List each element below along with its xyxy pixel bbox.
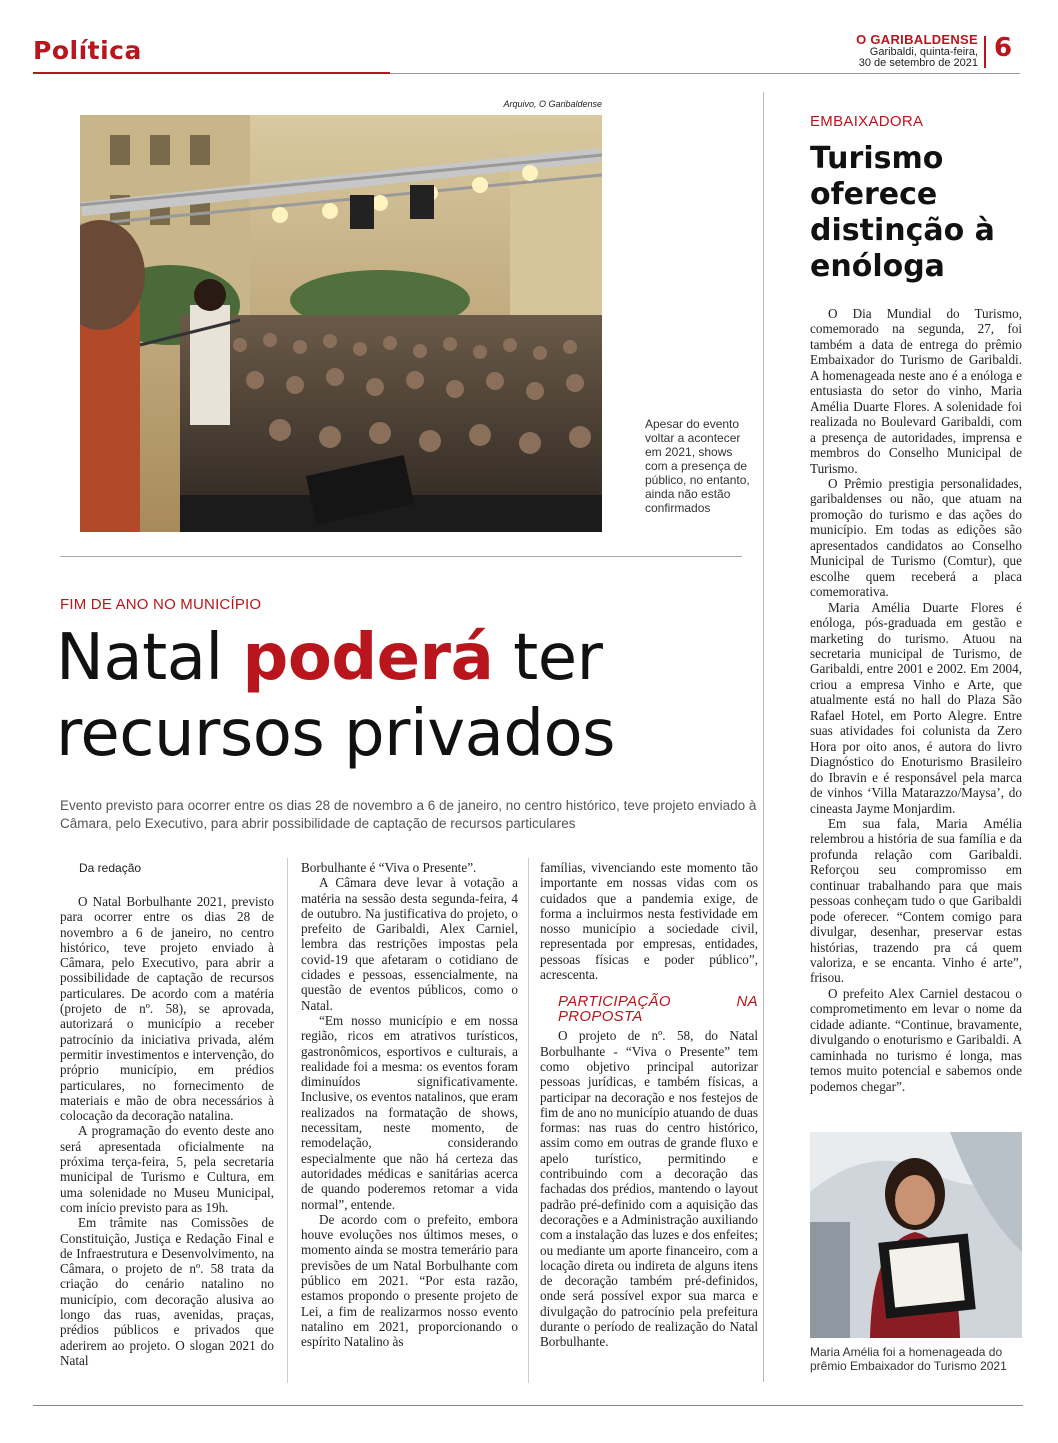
section-rule	[33, 72, 390, 74]
sidebar-divider	[763, 92, 764, 1382]
paragraph: “Em nosso município e em nossa região, ricos em atrativos turísticos, gastronômicos, esportivos e culturais, a realidade foi a mesma: os eventos foram diminuídos significativamente. Inclusive, os eventos natalinos, que eram realizados na formatação de shows, necessitam, neste momento, de remodelação, considerando especialmente que não há certeza das autoridades médicas e sanitárias acerca de quando poderemos retomar a vida normal”, entende.	[301, 1012, 518, 1212]
concert-photo	[80, 115, 602, 532]
date-line-2: 30 de setembro de 2021	[858, 57, 978, 69]
paragraph: Em trâmite nas Comissões de Constituição, Justiça e Redação Final e de Infraestrutura e Desenvolvimento, na Câmara, o projeto de nº. 58 trata da criação do cenário natalino no município, com decoração alusiva ao longo das ruas, avenidas, praças, prédios públicos e privados que aderirem ao projeto. O slogan 2021 do Natal	[60, 1215, 274, 1368]
headline-part-1: Natal	[56, 621, 243, 695]
column-divider-2	[528, 858, 529, 1383]
section-title: Política	[33, 36, 142, 65]
award-photo	[810, 1132, 1022, 1338]
article-column-2	[301, 860, 518, 1350]
article-kicker: FIM DE ANO NO MUNICÍPIO	[60, 596, 262, 613]
photo-credit: Arquivo, O Garibaldense	[503, 99, 602, 109]
header-rule	[390, 73, 1020, 74]
article-column-3	[540, 860, 758, 1350]
page-number-separator	[984, 36, 986, 68]
paragraph: Em sua fala, Maria Amélia relembrou a história de sua família e da profunda relação com Garibaldi. Reforçou seu compromisso em continuar trabalhando para que mais pessoas conheçam tudo o que Garibaldi pode oferecer. “Contem comigo para divulgar, desenhar, preservar estas histórias, trazendo pra cá quem valoriza, e se encanta. Vinho é arte”, frisou.	[810, 815, 1022, 986]
paper-name: O GARIBALDENSE	[856, 32, 978, 47]
paragraph: A programação do evento deste ano será apresentada oficialmente na próxima terça-feira, 5, pela secretaria municipal de Turismo e Cultura, em uma solenidade no Museu Municipal, com início previsto para as 19h.	[60, 1123, 274, 1215]
paragraph: O projeto de nº. 58, do Natal Borbulhante - “Viva o Presente” tem como objetivo principal autorizar pessoas jurídicas, e também físicas, a participar na decoração e nos festejos de fim de ano no município atuando de duas formas: nas ruas do centro histórico, assim como em outras de grande fluxo e apelo turístico, permitindo e contribuindo com a decoração das fachadas dos prédios, mantendo o layout padrão pré-definido com a aquisição das decorações e a Administração auxiliando com a instalação das luzes e dos enfeites; ou mediante um aporte financeiro, com a locação direta ou indireta de alguns itens de decoração também pré-definidos, onde será possível expor sua marca e divulgação do patrocínio pela prefeitura durante o período de realização do Natal Borbulhante.	[540, 1028, 758, 1350]
paragraph: O Prêmio prestigia personalidades, garibaldenses ou não, que atuam na promoção do turismo e das ações do município. Em todas as edições são apresentados candidatos ao Conselho Municipal de Turismo (Comtur), que escolhe quem receberá a placa comemorativa.	[810, 475, 1022, 600]
article-subhead: Evento previsto para ocorrer entre os dias 28 de novembro a 6 de janeiro, no centro histórico, teve projeto enviado à Câmara, pelo Executivo, para abrir possibilidade de captação de recursos particulares	[60, 798, 757, 831]
headline-accent: poderá	[242, 621, 494, 695]
paragraph: O Natal Borbulhante 2021, previsto para ocorrer entre os dias 28 de novembro a 6 de janeiro, no centro histórico, teve projeto enviado à Câmara, pelo Executivo, para abrir a possibilidade de captação de recursos particulares. De acordo com a matéria (projeto de nº. 58), se aprovada, autorizará o município a receber patrocínio da iniciativa privada, além permitir investimentos e intervenção, do próprio município, em prédios particulares, no fornecimento de materiais e mão de obra necessários à colocação da decoração natalina.	[60, 894, 274, 1124]
paragraph: O prefeito Alex Carniel destacou o comprometimento em levar o nome da cidade adiante. “Continue, bravamente, divulgando o enoturismo e Garibaldi. A caminhada no turismo é longa, mas temos muito potencial e sabemos onde podemos chegar”.	[810, 985, 1022, 1094]
paragraph: A Câmara deve levar à votação a matéria na sessão desta segunda-feira, 4 de outubro. Na justificativa do projeto, o prefeito de Garibaldi, Alex Carniel, lembra das restrições impostas pela covid-19 que afetaram o cotidiano de cidades e pessoas, essencialmente, na questão de eventos públicos, como o Natal.	[301, 875, 518, 1013]
sidebar-title: Turismo oferece distinção à enóloga	[810, 141, 995, 284]
date-line-1: Garibaldi, quinta-feira,	[869, 46, 978, 58]
photo-rule	[60, 556, 742, 557]
paragraph: O Dia Mundial do Turismo, comemorado na segunda, 27, foi também a data de entrega do prêmio Embaixador do Turismo de Garibaldi. A homenageada neste ano é a enóloga e entusiasta do setor do vinho, Maria Amélia Duarte Flores. A solenidade foi realizada no Boulevard Garibaldi, com a presença de autoridades, imprensa e membros do Conselho Municipal de Turismo.	[810, 306, 1022, 476]
paragraph: Maria Amélia Duarte Flores é enóloga, pós-graduada em gestão e marketing do turismo. Atuou na secretaria municipal de Turismo, de Garibaldi, entre 2001 e 2002. Em 2004, criou a empresa Vinho e Arte, que atualmente está no hall do Plaza São Rafael Hotel, em Porto Alegre. Entre suas atividades foi colunista da Zero Hora por oito anos, é autora do livro Diagnóstico do Enoturismo Brasileiro do Ibravin e é responsável pela marca de vinhos ‘Villa Matarazzo/Maysa’, do cineasta Jayme Monjardim.	[810, 599, 1022, 816]
paragraph: Borbulhante é “Viva o Presente”.	[301, 860, 477, 875]
article-column-1	[60, 894, 274, 1368]
paragraph: De acordo com o prefeito, embora houve evoluções nos últimos meses, o momento ainda se mostra temerário para previsões de um Natal Borbulhante com público em 2021. “Por esta razão, estamos propondo o presente projeto de Lei, a fim de realizarmos nosso evento natalino em 2021, proporcionando o espírito Natalino às	[301, 1211, 518, 1350]
footer-rule	[33, 1405, 1023, 1406]
sidebar-kicker: EMBAIXADORA	[810, 113, 924, 130]
photo-caption: Apesar do evento voltar a acontecer em 2021, shows com a presença de público, no entanto, ainda não estão confirmados	[645, 417, 750, 515]
page-number: 6	[994, 33, 1013, 63]
article-byline: Da redação	[79, 861, 142, 875]
column-divider-1	[287, 858, 288, 1383]
paragraph: famílias, vivenciando este momento tão importante em nossas vidas com os cuidados que a pandemia exige, de forma a incluirmos nesta festividade em nosso município a sociedade civil, representada por empresas, entidades, pessoas físicas e poder público”, acrescenta.	[540, 860, 758, 983]
article-headline	[56, 620, 746, 772]
headline-part-2: ter recursos privados	[56, 621, 615, 771]
masthead-block	[820, 33, 978, 69]
article-subtitle: PARTICIPAÇÃO NA PROPOSTA	[558, 993, 758, 1026]
sidebar-photo-caption: Maria Amélia foi a homenageada do prêmio Embaixador do Turismo 2021	[810, 1345, 1007, 1373]
sidebar-body	[810, 306, 1022, 1094]
